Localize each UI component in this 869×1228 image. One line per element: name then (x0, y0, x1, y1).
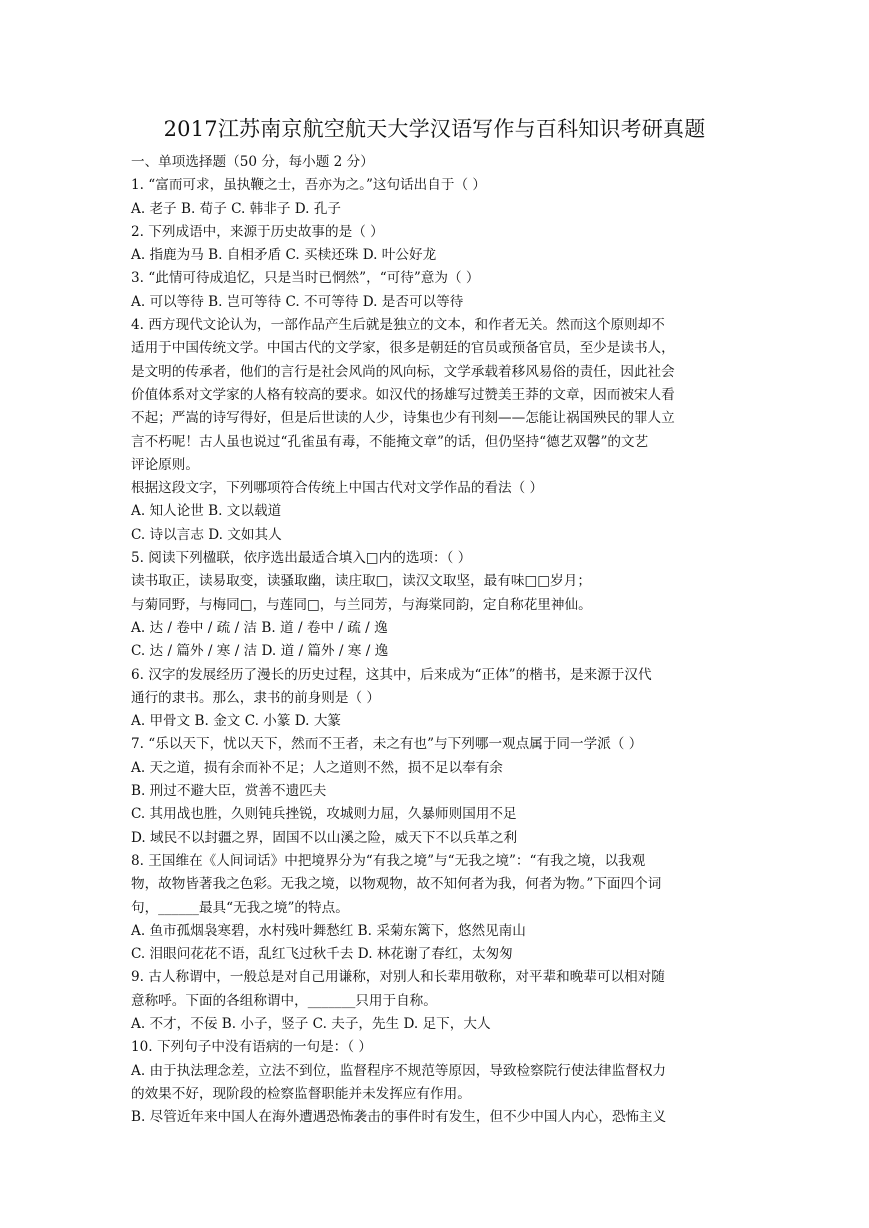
question-7-option-c: C. 其用战也胜，久则钝兵挫锐，攻城则力屈，久暴师则国用不足 (131, 806, 517, 823)
question-5: 5. 阅读下列楹联，依序选出最适合填入□内的选项：（ ） (131, 550, 472, 567)
question-8: 8. 王国维在《人间词话》中把境界分为“有我之境”与“无我之境”：“有我之境，以我观 (131, 852, 646, 869)
question-6: 通行的隶书。那么，隶书的前身则是（ ） (131, 689, 381, 706)
question-10-option-a: A. 由于执法理念差，立法不到位，监督程序不规范等原因，导致检察院行使法律监督权力 (131, 1062, 667, 1079)
question-3-options: A. 可以等待 B. 岂可等待 C. 不可等待 D. 是否可以等待 (131, 293, 464, 310)
question-7-option-d: D. 域民不以封疆之界，固国不以山溪之险，威天下不以兵革之利 (131, 829, 518, 846)
question-4-options: A. 知人论世 B. 文以载道 (131, 503, 282, 520)
question-4-passage-line: 价值体系对文学家的人格有较高的要求。如汉代的扬雄写过赞美王莽的文章，因而被宋人看 (131, 386, 675, 403)
question-4-passage-line: 适用于中国传统文学。中国古代的文学家，很多是朝廷的官员或预备官员，至少是读书人， (131, 340, 675, 357)
question-9-options: A. 不才，不佞 B. 小子，竖子 C. 夫子，先生 D. 足下，大人 (131, 1015, 491, 1032)
question-8-options: C. 泪眼问花花不语，乱红飞过秋千去 D. 林花谢了春红，太匆匆 (131, 946, 513, 963)
question-7-option-b: B. 刑过不避大臣，赏善不遗匹夫 (131, 783, 327, 800)
question-1: 1. “富而可求，虽执鞭之士，吾亦为之。”这句话出自于（ ） (131, 177, 486, 194)
question-8: 物，故物皆著我之色彩。无我之境，以物观物，故不知何者为我，何者为物。”下面四个词 (131, 876, 662, 893)
question-4-passage-line: 评论原则。 (131, 456, 199, 473)
question-10-option-b: B. 尽管近年来中国人在海外遭遇恐怖袭击的事件时有发生，但不少中国人内心，恐怖主义 (131, 1109, 667, 1126)
question-7-option-a: A. 天之道，损有余而补不足；人之道则不然，损不足以奉有余 (131, 759, 503, 776)
section-heading: 一、单项选择题（50 分，每小题 2 分） (131, 154, 374, 170)
document-title: 2017江苏南京航空航天大学汉语写作与百科知识考研真题 (163, 117, 706, 141)
question-7: 7. “乐以天下，忧以天下，然而不王者，未之有也”与下列哪一观点属于同一学派（ ） (131, 736, 643, 753)
question-10: 10. 下列句子中没有语病的一句是：（ ） (131, 1039, 372, 1056)
question-1-options: A. 老子 B. 荀子 C. 韩非子 D. 孔子 (131, 200, 342, 217)
question-4-passage-line: 言不朽呢！古人虽也说过“孔雀虽有毒，不能掩文章”的话，但仍坚持“德艺双馨”的文艺 (131, 433, 649, 450)
question-10-option-a: 的效果不好，现阶段的检察监督职能并未发挥应有作用。 (131, 1085, 471, 1102)
question-9: 意称呼。下面的各组称谓中，_______只用于自称。 (131, 992, 437, 1009)
question-4-options: C. 诗以言志 D. 文如其人 (131, 526, 282, 543)
question-4-passage-line: 不起；严嵩的诗写得好，但是后世读的人少，诗集也少有刊刻——怎能让祸国殃民的罪人立 (131, 410, 675, 427)
question-5-options: C. 达 / 篇外 / 寒 / 洁 D. 道 / 篇外 / 寒 / 逸 (131, 643, 389, 660)
question-6-options: A. 甲骨文 B. 金文 C. 小篆 D. 大篆 (131, 713, 342, 730)
question-8: 句，______最具“无我之境”的特点。 (131, 899, 349, 916)
question-2-options: A. 指鹿为马 B. 自相矛盾 C. 买椟还珠 D. 叶公好龙 (131, 247, 437, 264)
question-4-prompt: 根据这段文字，下列哪项符合传统上中国古代对文学作品的看法（ ） (131, 480, 544, 497)
question-9: 9. 古人称谓中，一般总是对自己用谦称，对别人和长辈用敬称，对平辈和晚辈可以相对随 (131, 969, 665, 986)
question-6: 6. 汉字的发展经历了漫长的历史过程，这其中，后来成为“正体”的楷书，是来源于汉代 (131, 666, 652, 683)
document-body (131, 151, 739, 1129)
question-5-options: A. 达 / 卷中 / 疏 / 洁 B. 道 / 卷中 / 疏 / 逸 (131, 619, 388, 636)
question-2: 2. 下列成语中，来源于历史故事的是（ ） (131, 223, 384, 240)
question-4-passage-line: 是文明的传承者，他们的言行是社会风尚的风向标，文学承载着移风易俗的责任，因此社会 (131, 363, 675, 380)
question-3: 3. “此情可待成追忆，只是当时已惘然”，“可待”意为（ ） (131, 270, 480, 287)
question-4-passage-line: 4. 西方现代文论认为，一部作品产生后就是独立的文本，和作者无关。然而这个原则却不 (131, 317, 665, 334)
question-5-couplet-line: 与菊同野，与梅同□，与莲同□，与兰同芳，与海棠同韵，定自称花里神仙。 (131, 596, 592, 613)
question-8-options: A. 鱼市孤烟袅寒碧，水村残叶舞愁红 B. 采菊东篱下，悠然见南山 (131, 922, 526, 939)
question-5-couplet-line: 读书取正，读易取变，读骚取幽，读庄取□，读汉文取坚，最有味□□岁月； (131, 573, 591, 590)
